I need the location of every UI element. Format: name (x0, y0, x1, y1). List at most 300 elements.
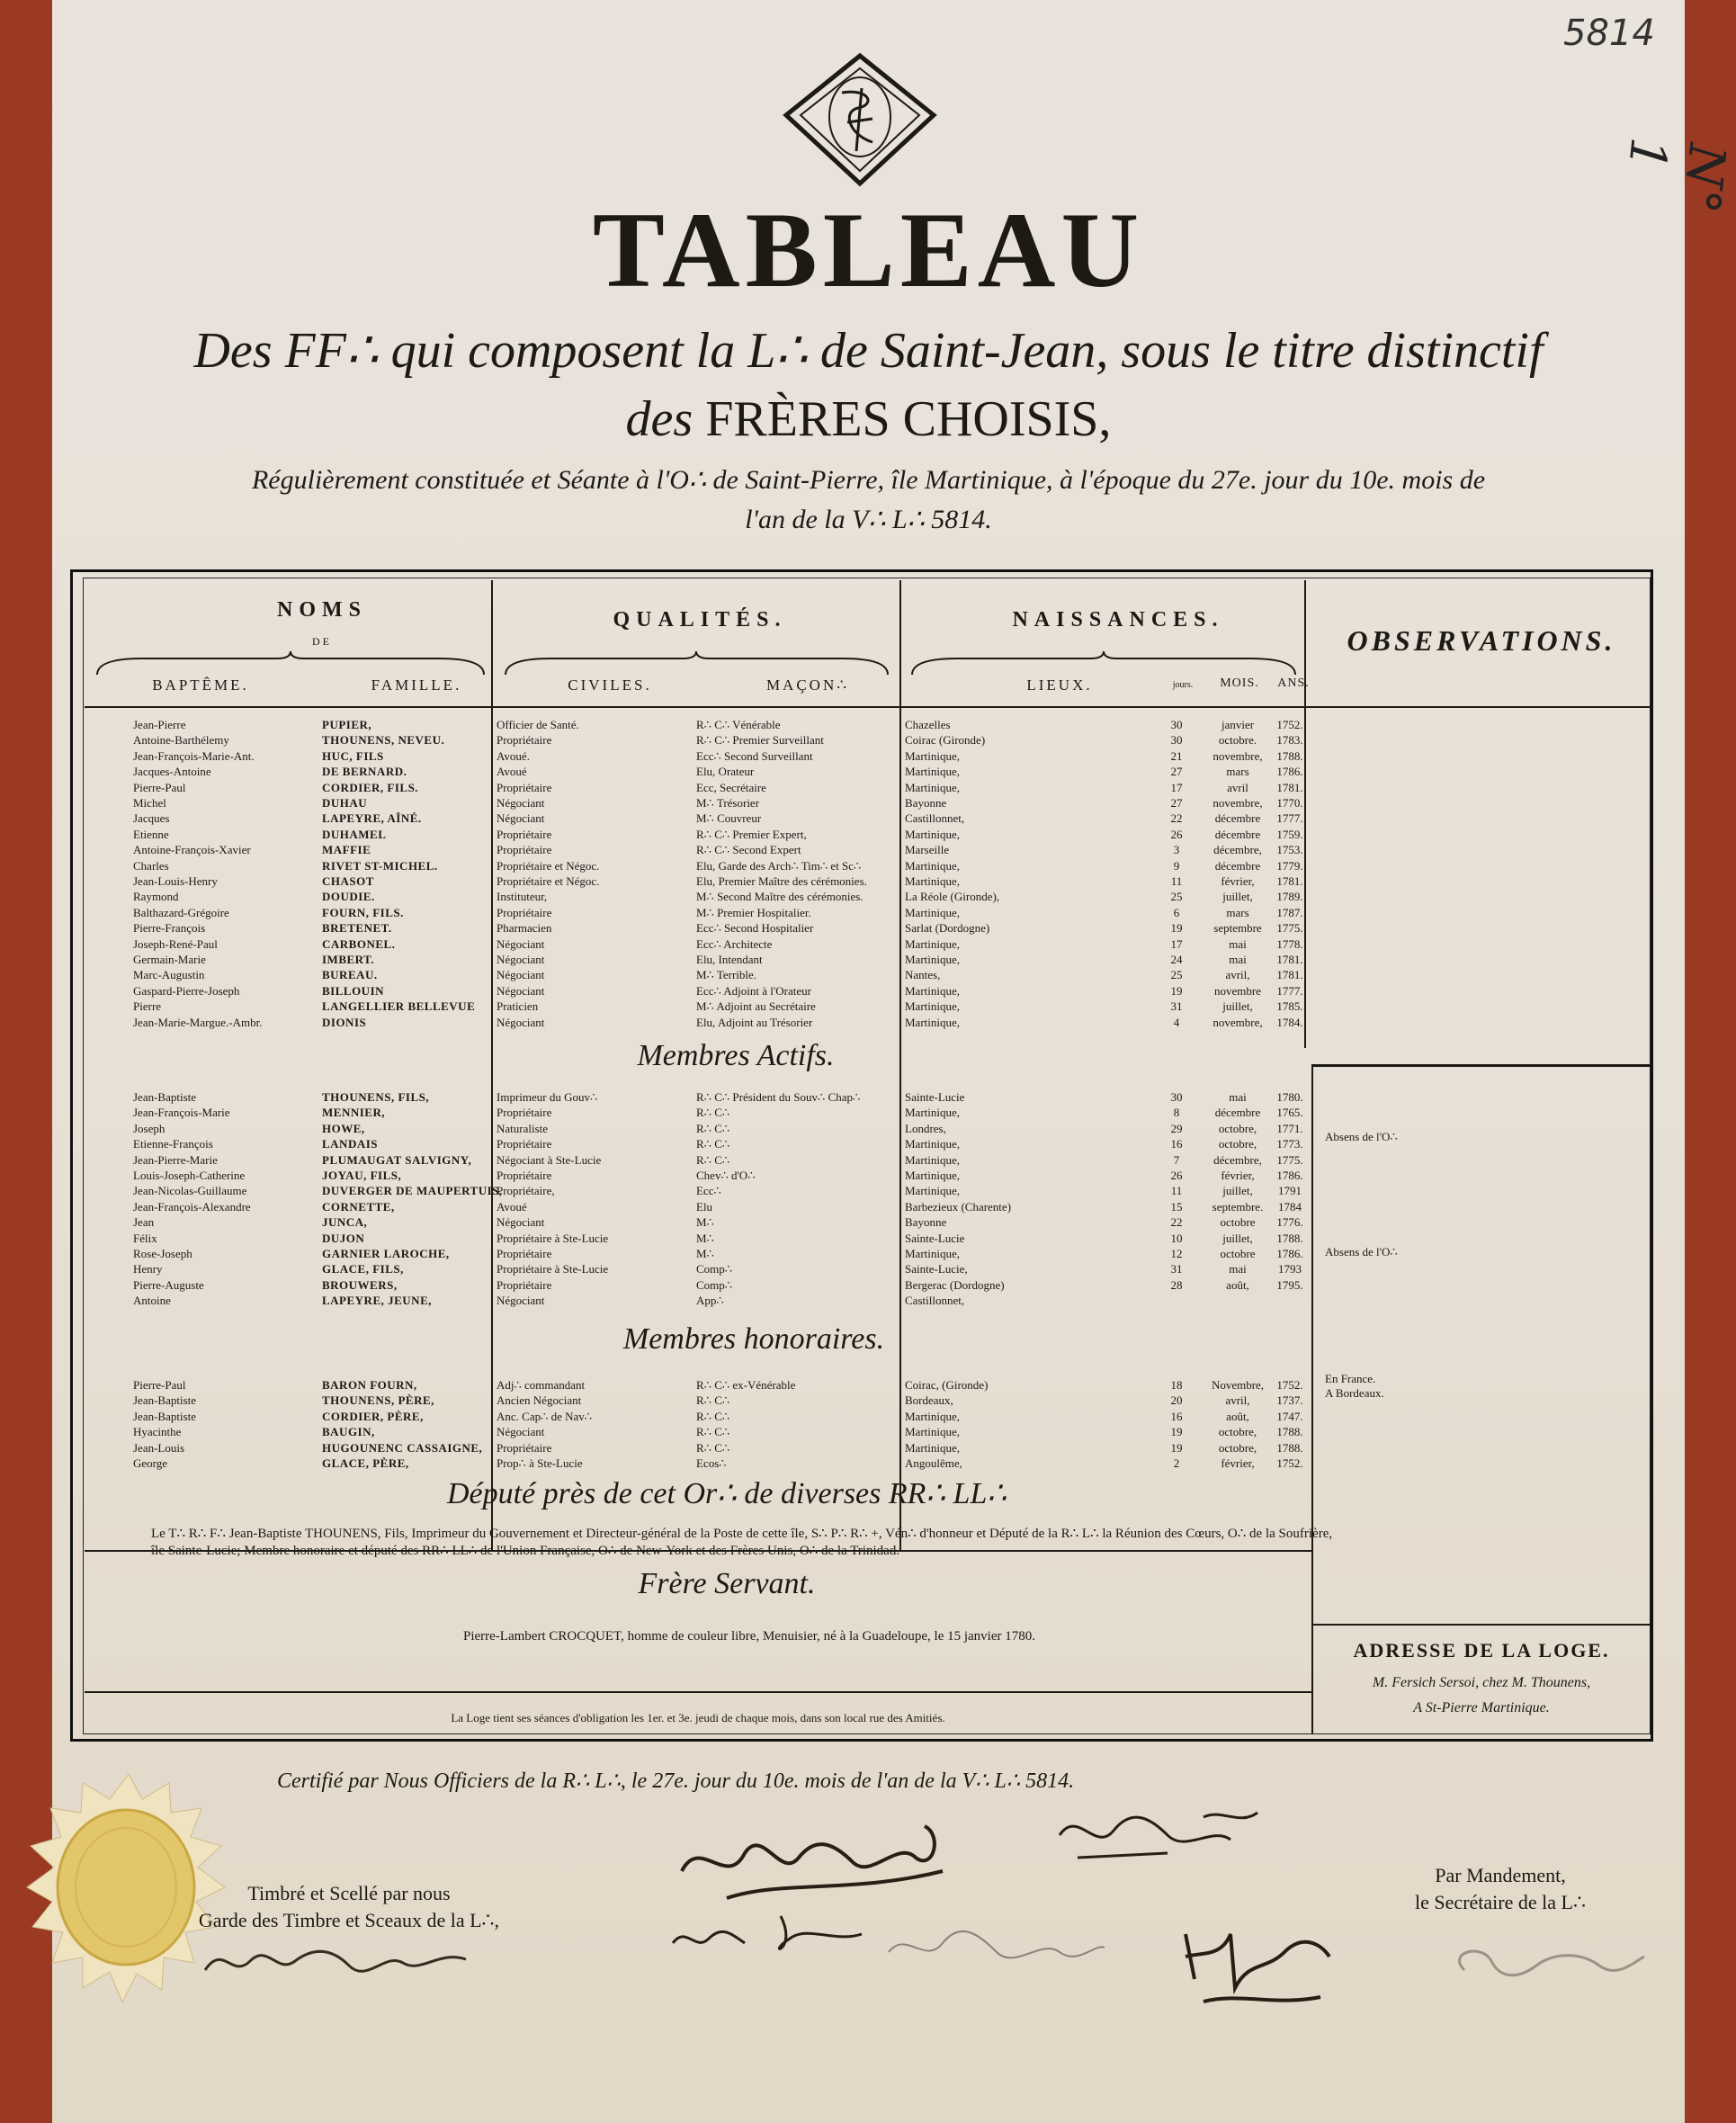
honoraire-macon-cell: R∴ C∴ (696, 1425, 730, 1439)
officer-bapteme-cell: Marc-Augustin (133, 968, 205, 982)
honoraire-row (52, 1441, 1311, 1455)
honoraire-mois-cell: août, (1226, 1409, 1249, 1423)
actif-row (52, 1278, 1311, 1292)
header-lieux: LIEUX. (1026, 676, 1093, 694)
officer-lieu-cell: Martinique, (905, 936, 961, 951)
actif-row (52, 1137, 1311, 1151)
honoraire-famille-cell: BAUGIN, (322, 1425, 375, 1439)
officer-an-cell: 1777. (1276, 983, 1303, 998)
actif-civile-cell: Propriétaire (497, 1247, 552, 1260)
officer-famille-cell: BUREAU. (322, 968, 378, 982)
actif-mois-cell: juillet, (1222, 1231, 1253, 1245)
actif-famille-cell: LANDAIS (322, 1137, 379, 1151)
officer-an-cell: 1786. (1276, 765, 1303, 779)
actif-macon-cell: M∴ (696, 1231, 714, 1245)
officer-row (52, 828, 1311, 841)
honoraire-an-cell: 1747. (1276, 1409, 1303, 1423)
officer-mois-cell: mai (1229, 953, 1247, 966)
officer-mois-cell: septembre (1213, 921, 1262, 936)
actif-jour-cell: 15 (1170, 1199, 1183, 1214)
officer-row (52, 937, 1311, 951)
officer-civile-cell: Négociant (497, 983, 545, 998)
actif-famille-cell: BROUWERS, (322, 1277, 398, 1292)
header-rule (85, 706, 1650, 708)
officer-row (52, 733, 1311, 747)
officer-bapteme-cell: Antoine-François-Xavier (133, 843, 251, 857)
actif-row (52, 1215, 1311, 1229)
officer-row (52, 749, 1311, 763)
honoraire-civile-cell: Propriétaire (497, 1440, 552, 1455)
actif-macon-cell: Ecc∴ (696, 1184, 721, 1198)
officer-jour-cell: 25 (1170, 968, 1183, 982)
honoraire-an-cell: 1752. (1276, 1456, 1303, 1470)
officer-jour-cell: 17 (1170, 936, 1183, 951)
subtitle-prefix: des (625, 391, 694, 447)
officer-civile-cell: Avoué (497, 765, 527, 779)
honoraire-an-cell: 1788. (1276, 1440, 1303, 1455)
officer-mois-cell: octobre. (1218, 733, 1257, 748)
officer-lieu-cell: Nantes, (905, 968, 941, 982)
honoraire-famille-cell: THOUNENS, PÈRE, (322, 1393, 434, 1408)
officer-an-cell: 1781. (1276, 780, 1303, 794)
secretary-line-2: le Secrétaire de la L∴ (1415, 1891, 1586, 1913)
officer-mois-cell: avril, (1225, 968, 1250, 982)
actif-bapteme-cell: Jean-Pierre-Marie (133, 1152, 218, 1167)
officer-lieu-cell: Martinique, (905, 874, 961, 888)
actif-macon-cell: R∴ C∴ Président du Souv∴ Chap∴ (696, 1090, 861, 1104)
officer-lieu-cell: Martinique, (905, 983, 961, 998)
officer-mois-cell: février, (1221, 874, 1255, 888)
officer-civile-cell: Propriétaire (497, 733, 552, 748)
actif-macon-cell: R∴ C∴ (696, 1121, 730, 1135)
officer-famille-cell: LAPEYRE, AÎNÉ. (322, 811, 422, 826)
officer-row (52, 890, 1311, 903)
subtitle-details: Régulièrement constituée et Séante à l'O∴ de Saint-Pierre, île Martinique, à l'époque du 27e. jour du 10e. mois de (251, 465, 1486, 495)
officer-jour-cell: 3 (1173, 843, 1180, 857)
actif-famille-cell: GARNIER LAROCHE, (322, 1247, 450, 1260)
actif-bapteme-cell: Antoine (133, 1294, 171, 1308)
loge-meeting-note: La Loge tient ses séances d'obligation les 1er. et 3e. jeudi de chaque mois, dans son local rue des Amitiés. (451, 1711, 945, 1724)
signature-debernard-icon (673, 1817, 961, 1916)
actif-jour-cell: 16 (1170, 1137, 1183, 1151)
actif-row (52, 1184, 1311, 1197)
actif-jour-cell: 28 (1170, 1277, 1183, 1292)
officer-row (52, 765, 1311, 778)
subtitle-date: l'an de la V∴ L∴ 5814. (745, 504, 992, 534)
officer-lieu-cell: Martinique, (905, 1015, 961, 1029)
officer-famille-cell: DUHAMEL (322, 827, 387, 841)
officer-macon-cell: Elu, Intendant (696, 953, 763, 966)
honoraire-famille-cell: BARON FOURN, (322, 1378, 417, 1392)
header-naissances: NAISSANCES. (1012, 608, 1224, 632)
officer-famille-cell: DOUDIE. (322, 890, 375, 904)
officer-mois-cell: décembre (1214, 858, 1261, 873)
actif-macon-cell: Comp∴ (696, 1277, 733, 1292)
certification-line: Certifié par Nous Officiers de la R∴ L∴, le 27e. jour du 10e. mois de l'an de la V∴ L∴ 5814. (277, 1769, 1075, 1793)
honoraire-jour-cell: 20 (1170, 1393, 1183, 1408)
signature-cordier-icon (1437, 1934, 1653, 2006)
officer-an-cell: 1784. (1276, 1015, 1303, 1029)
actif-civile-cell: Avoué (497, 1199, 527, 1214)
actif-row (52, 1247, 1311, 1260)
officer-civile-cell: Propriétaire (497, 843, 552, 857)
actif-bapteme-cell: Louis-Joseph-Catherine (133, 1169, 246, 1182)
officer-lieu-cell: Martinique, (905, 999, 961, 1014)
actif-civile-cell: Négociant (497, 1294, 545, 1308)
officer-lieu-cell: Chazelles (905, 718, 951, 731)
actif-famille-cell: GLACE, FILS, (322, 1262, 404, 1276)
actif-an-cell: 1788. (1276, 1231, 1303, 1245)
actif-lieu-cell: Londres, (905, 1121, 946, 1135)
honoraire-lieu-cell: Martinique, (905, 1425, 961, 1439)
honoraire-bapteme-cell: Hyacinthe (133, 1425, 182, 1439)
honoraire-macon-cell: R∴ C∴ ex-Vénérable (696, 1378, 796, 1392)
officer-lieu-cell: Martinique, (905, 953, 961, 966)
officer-macon-cell: M∴ Second Maître des cérémonies. (696, 890, 864, 904)
honoraire-jour-cell: 16 (1170, 1409, 1183, 1423)
page-number-note: 5814 (1563, 13, 1655, 54)
honoraire-famille-cell: HUGOUNENC CASSAIGNE, (322, 1440, 483, 1455)
honoraire-mois-cell: Novembre, (1211, 1378, 1265, 1392)
actif-mois-cell: décembre, (1213, 1152, 1262, 1167)
actif-famille-cell: HOWE, (322, 1121, 365, 1135)
officer-jour-cell: 19 (1170, 921, 1183, 936)
officer-an-cell: 1781. (1276, 874, 1303, 888)
honoraire-macon-cell: Ecos∴ (696, 1456, 727, 1470)
officer-jour-cell: 30 (1170, 733, 1183, 748)
officer-mois-cell: décembre (1214, 811, 1261, 826)
document-sheet (52, 0, 1736, 2123)
signature-huc-icon (1168, 1916, 1347, 2015)
honoraire-civile-cell: Prop∴ à Ste-Lucie (497, 1456, 583, 1470)
officer-an-cell: 1785. (1276, 999, 1303, 1014)
officer-macon-cell: M∴ Premier Hospitalier. (696, 905, 811, 919)
officer-bapteme-cell: Jean-François-Marie-Ant. (133, 748, 255, 763)
actif-civile-cell: Propriétaire, (497, 1184, 555, 1198)
honoraire-famille-cell: GLACE, PÈRE, (322, 1456, 409, 1470)
officer-macon-cell: R∴ C∴ Vénérable (696, 718, 781, 731)
actif-an-cell: 1776. (1276, 1215, 1303, 1230)
honoraire-row (52, 1410, 1311, 1423)
actif-bapteme-cell: Pierre-Auguste (133, 1277, 204, 1292)
officer-civile-cell: Officier de Santé. (497, 718, 579, 731)
document-title: TABLEAU (592, 190, 1145, 309)
actif-an-cell: 1795. (1276, 1277, 1303, 1292)
officer-bapteme-cell: Raymond (133, 890, 179, 904)
actif-macon-cell: App∴ (696, 1294, 724, 1308)
signature-rivet-icon (196, 1934, 484, 1988)
officer-lieu-cell: Coirac (Gironde) (905, 733, 986, 748)
actif-an-cell: 1784 (1278, 1199, 1302, 1214)
actif-lieu-cell: Martinique, (905, 1184, 961, 1198)
officer-bapteme-cell: Pierre-Paul (133, 780, 186, 794)
brace-noms-icon (88, 649, 493, 676)
actif-civile-cell: Négociant à Ste-Lucie (497, 1152, 602, 1167)
officer-an-cell: 1778. (1276, 936, 1303, 951)
officer-bapteme-cell: Etienne (133, 827, 169, 841)
officer-jour-cell: 19 (1170, 983, 1183, 998)
officer-bapteme-cell: Pierre (133, 999, 162, 1014)
margin-note: N° 1 (1616, 134, 1736, 217)
actif-civile-cell: Propriétaire à Ste-Lucie (497, 1262, 609, 1276)
secretary-block (1338, 1862, 1662, 1916)
officer-lieu-cell: Martinique, (905, 748, 961, 763)
officer-lieu-cell: Martinique, (905, 765, 961, 779)
actif-jour-cell: 26 (1170, 1169, 1183, 1182)
officer-civile-cell: Négociant (497, 968, 545, 982)
secretary-line-1: Par Mandement, (1435, 1864, 1566, 1886)
officer-jour-cell: 11 (1170, 874, 1183, 888)
actif-civile-cell: Propriétaire (497, 1106, 552, 1120)
officer-row (52, 999, 1311, 1013)
actif-an-cell: 1786. (1276, 1169, 1303, 1182)
actif-civile-cell: Imprimeur du Gouv∴ (497, 1090, 598, 1104)
honoraire-mois-cell: février, (1221, 1456, 1255, 1470)
officer-lieu-cell: Martinique, (905, 858, 961, 873)
actif-bapteme-cell: Rose-Joseph (133, 1247, 192, 1260)
actif-jour-cell: 11 (1170, 1184, 1183, 1198)
officer-famille-cell: DUHAU (322, 796, 368, 810)
officer-jour-cell: 9 (1173, 858, 1180, 873)
actif-bapteme-cell: Félix (133, 1231, 157, 1245)
actif-row (52, 1232, 1311, 1245)
actif-mois-cell: octobre, (1218, 1137, 1257, 1151)
officer-row (52, 921, 1311, 935)
officer-macon-cell: R∴ C∴ Premier Surveillant (696, 733, 824, 748)
officer-civile-cell: Pharmacien (497, 921, 552, 936)
officer-civile-cell: Propriétaire (497, 827, 552, 841)
actif-an-cell: 1765. (1276, 1106, 1303, 1120)
officer-jour-cell: 27 (1170, 765, 1183, 779)
actif-lieu-cell: Bayonne (905, 1215, 947, 1230)
officer-an-cell: 1789. (1276, 890, 1303, 904)
officer-mois-cell: juillet, (1222, 890, 1253, 904)
officer-bapteme-cell: Balthazard-Grégoire (133, 905, 229, 919)
honoraire-an-cell: 1788. (1276, 1425, 1303, 1439)
officer-row (52, 811, 1311, 825)
officer-lieu-cell: Bayonne (905, 796, 947, 810)
honoraire-lieu-cell: Martinique, (905, 1409, 961, 1423)
officer-macon-cell: Ecc∴ Second Hospitalier (696, 921, 814, 936)
actif-macon-cell: Comp∴ (696, 1262, 733, 1276)
actif-famille-cell: MENNIER, (322, 1106, 386, 1120)
honoraire-bapteme-cell: George (133, 1456, 168, 1470)
officer-famille-cell: THOUNENS, NEVEU. (322, 733, 445, 748)
officer-row (52, 906, 1311, 919)
officer-macon-cell: Ecc∴ Second Surveillant (696, 748, 813, 763)
honoraire-an-cell: 1737. (1276, 1393, 1303, 1408)
header-observations: OBSERVATIONS. (1347, 624, 1616, 657)
honoraire-row (52, 1456, 1311, 1470)
officer-row (52, 843, 1311, 856)
header-noms: NOMS (277, 598, 367, 622)
actif-bapteme-cell: Joseph (133, 1121, 166, 1135)
depute-text: Le T∴ R∴ F∴ Jean-Baptiste THOUNENS, Fils, Imprimeur du Gouvernement et Directeur-général de la Poste de cette île, S∴ P∴ R∴ +, Vén∴ d'honneur et Député de la R∴ L∴ la Réunion des Cœurs, O∴ de la Soufrière, île Sainte-Lucie; Membre honoraire et député des RR∴ LL∴ de l'Union Française, O∴ de New-York et des Frères Unis, O∴ de la Trinidad. (151, 1527, 1333, 1558)
officer-an-cell: 1770. (1276, 796, 1303, 810)
officer-famille-cell: BILLOUIN (322, 983, 385, 998)
obs-absent-2: Absens de l'O∴ (1325, 1245, 1398, 1259)
officer-famille-cell: CHASOT (322, 874, 374, 888)
actif-row (52, 1090, 1311, 1104)
honoraire-macon-cell: R∴ C∴ (696, 1409, 730, 1423)
header-mois: MOIS. (1220, 676, 1259, 690)
honoraire-famille-cell: CORDIER, PÈRE, (322, 1409, 424, 1423)
officer-mois-cell: janvier (1221, 718, 1255, 731)
actif-mois-cell: mai (1229, 1262, 1247, 1276)
officer-famille-cell: BRETENET. (322, 921, 392, 936)
officer-lieu-cell: Castillonnet, (905, 811, 965, 826)
officer-mois-cell: décembre (1214, 827, 1261, 841)
officer-macon-cell: M∴ Trésorier (696, 796, 760, 810)
section-frere-servant: Frère Servant. (638, 1567, 816, 1600)
brace-qualites-icon (497, 649, 897, 676)
officer-macon-cell: Elu, Orateur (696, 765, 755, 779)
officer-bapteme-cell: Jean-Louis-Henry (133, 874, 218, 888)
actif-jour-cell: 22 (1170, 1215, 1183, 1230)
officer-mois-cell: avril (1227, 780, 1248, 794)
honoraire-jour-cell: 19 (1170, 1425, 1183, 1439)
header-ans: ANS. (1277, 676, 1310, 690)
brace-naissances-icon (903, 649, 1304, 676)
actif-an-cell: 1786. (1276, 1247, 1303, 1260)
honoraire-jour-cell: 18 (1170, 1378, 1183, 1392)
actif-row (52, 1294, 1311, 1307)
honoraire-bapteme-cell: Jean-Baptiste (133, 1393, 197, 1408)
officer-row (52, 984, 1311, 998)
actif-lieu-cell: Barbezieux (Charente) (905, 1199, 1012, 1214)
officer-lieu-cell: Martinique, (905, 780, 961, 794)
actif-famille-cell: JOYAU, FILS, (322, 1169, 402, 1182)
actif-lieu-cell: Sainte-Lucie (905, 1090, 965, 1104)
honoraire-lieu-cell: Angoulême, (905, 1456, 962, 1470)
obs-absent-1: Absens de l'O∴ (1325, 1130, 1398, 1143)
honoraire-jour-cell: 19 (1170, 1440, 1183, 1455)
officer-famille-cell: LANGELLIER BELLEVUE (322, 999, 476, 1014)
actif-lieu-cell: Sainte-Lucie (905, 1231, 965, 1245)
actif-bapteme-cell: Jean-François-Alexandre (133, 1199, 251, 1214)
seal-keeper-line-1: Timbré et Scellé par nous (247, 1882, 451, 1904)
officer-jour-cell: 6 (1173, 905, 1180, 919)
actif-row (52, 1262, 1311, 1276)
actif-civile-cell: Propriétaire à Ste-Lucie (497, 1231, 609, 1245)
actif-jour-cell: 10 (1170, 1231, 1183, 1245)
honoraire-lieu-cell: Coirac, (Gironde) (905, 1378, 989, 1392)
actif-jour-cell: 7 (1173, 1152, 1180, 1167)
actif-lieu-cell: Martinique, (905, 1137, 961, 1151)
honoraire-mois-cell: octobre, (1218, 1425, 1257, 1439)
officer-civile-cell: Praticien (497, 999, 539, 1014)
officer-bapteme-cell: Michel (133, 796, 166, 810)
honoraire-row (52, 1378, 1311, 1392)
actif-row (52, 1122, 1311, 1135)
officer-macon-cell: Elu, Premier Maître des cérémonies. (696, 874, 867, 888)
officer-lieu-cell: Martinique, (905, 905, 961, 919)
actif-jour-cell: 30 (1170, 1090, 1183, 1104)
officer-mois-cell: novembre (1214, 983, 1261, 998)
officer-row (52, 1016, 1311, 1029)
officer-an-cell: 1779. (1276, 858, 1303, 873)
officer-jour-cell: 26 (1170, 827, 1183, 841)
actif-mois-cell: mai (1229, 1090, 1247, 1104)
officer-famille-cell: IMBERT. (322, 953, 375, 966)
officer-an-cell: 1759. (1276, 827, 1303, 841)
note-rule (85, 1691, 1311, 1693)
actif-mois-cell: décembre (1214, 1106, 1261, 1120)
officer-macon-cell: R∴ C∴ Second Expert (696, 843, 801, 857)
officer-famille-cell: CARBONEL. (322, 936, 396, 951)
header-bapteme: BAPTÊME. (152, 676, 249, 694)
officer-macon-cell: Ecc, Secrétaire (696, 780, 766, 794)
officer-row (52, 718, 1311, 731)
officer-bapteme-cell: Jacques (133, 811, 170, 826)
actif-civile-cell: Naturaliste (497, 1121, 549, 1135)
actif-row (52, 1200, 1311, 1214)
actif-an-cell: 1793 (1278, 1262, 1302, 1276)
officer-mois-cell: mars (1226, 765, 1249, 779)
officer-macon-cell: R∴ C∴ Premier Expert, (696, 827, 807, 841)
officer-civile-cell: Négociant (497, 1015, 545, 1029)
signature-thounens-faded-icon (880, 1916, 1114, 1979)
actif-jour-cell: 12 (1170, 1247, 1183, 1260)
address-title: ADRESSE DE LA LOGE. (1353, 1639, 1610, 1662)
header-de: DE (312, 635, 332, 648)
honoraire-civile-cell: Adj∴ commandant (497, 1378, 586, 1392)
actif-jour-cell: 8 (1173, 1106, 1180, 1120)
address-line-1: M. Fersich Sersoi, chez M. Thounens, (1372, 1675, 1591, 1690)
officer-mois-cell: novembre, (1213, 796, 1263, 810)
actif-jour-cell: 29 (1170, 1121, 1183, 1135)
actif-bapteme-cell: Jean-Baptiste (133, 1090, 197, 1104)
actif-row (52, 1153, 1311, 1167)
actif-macon-cell: R∴ C∴ (696, 1137, 730, 1151)
officer-jour-cell: 30 (1170, 718, 1183, 731)
actif-jour-cell: 31 (1170, 1262, 1183, 1276)
actif-lieu-cell: Martinique, (905, 1106, 961, 1120)
actif-bapteme-cell: Jean-Nicolas-Guillaume (133, 1184, 247, 1198)
masonic-emblem-icon (779, 52, 941, 187)
officer-an-cell: 1783. (1276, 733, 1303, 748)
officer-row (52, 859, 1311, 873)
officer-civile-cell: Instituteur, (497, 890, 548, 904)
honoraire-bapteme-cell: Jean-Baptiste (133, 1409, 197, 1423)
officer-civile-cell: Négociant (497, 953, 545, 966)
officer-macon-cell: Ecc∴ Adjoint à l'Orateur (696, 983, 811, 998)
officer-macon-cell: Elu, Garde des Arch∴ Tim∴ et Sc∴ (696, 858, 862, 873)
actif-an-cell: 1780. (1276, 1090, 1303, 1104)
officer-famille-cell: FOURN, FILS. (322, 905, 404, 919)
seal-keeper-block (169, 1880, 529, 1934)
officer-mois-cell: novembre, (1213, 748, 1263, 763)
officer-mois-cell: mai (1229, 936, 1247, 951)
actif-mois-cell: février, (1221, 1169, 1255, 1182)
officer-jour-cell: 21 (1170, 748, 1183, 763)
officer-an-cell: 1781. (1276, 953, 1303, 966)
officer-famille-cell: DE BERNARD. (322, 765, 407, 779)
actif-civile-cell: Négociant (497, 1215, 545, 1230)
actif-lieu-cell: Martinique, (905, 1169, 961, 1182)
actif-macon-cell: M∴ (696, 1215, 714, 1230)
actif-lieu-cell: Sainte-Lucie, (905, 1262, 968, 1276)
officer-bapteme-cell: Jacques-Antoine (133, 765, 211, 779)
officer-bapteme-cell: Antoine-Barthélemy (133, 733, 229, 748)
subtitle-line-3 (79, 461, 1658, 539)
officer-jour-cell: 22 (1170, 811, 1183, 826)
honoraire-civile-cell: Anc. Cap∴ de Nav∴ (497, 1409, 593, 1423)
officer-jour-cell: 17 (1170, 780, 1183, 794)
honoraire-civile-cell: Ancien Négociant (497, 1393, 582, 1408)
actif-lieu-cell: Bergerac (Dordogne) (905, 1277, 1005, 1292)
actif-mois-cell: octobre (1220, 1215, 1256, 1230)
